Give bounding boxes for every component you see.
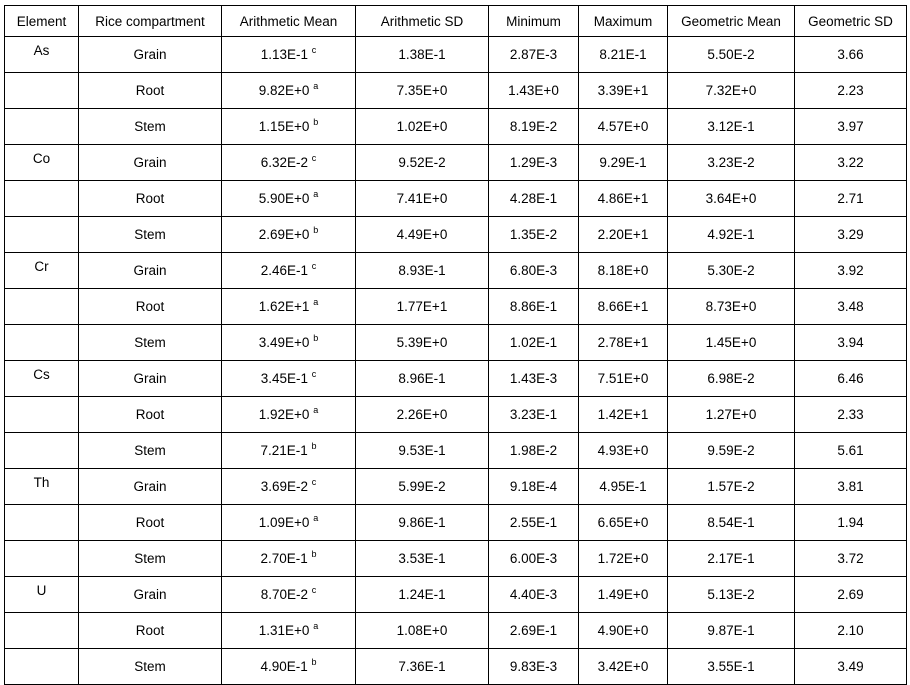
cell-minimum: 1.29E-3 [489,145,579,181]
cell-geometric-mean: 4.92E-1 [668,217,795,253]
cell-geometric-mean: 3.55E-1 [668,649,795,685]
cell-geometric-sd: 2.71 [795,181,907,217]
header-maximum: Maximum [579,6,668,37]
cell-maximum: 7.51E+0 [579,361,668,397]
cell-element [5,397,79,433]
cell-element [5,433,79,469]
cell-arithmetic-sd: 1.38E-1 [356,37,489,73]
cell-arithmetic-sd: 8.93E-1 [356,253,489,289]
cell-arithmetic-mean [222,577,356,613]
table-row [5,181,907,217]
cell-rice-compartment: Grain [79,469,222,505]
cell-maximum: 6.65E+0 [579,505,668,541]
significance-letter: c [311,44,317,55]
table-row [5,289,907,325]
cell-minimum: 1.98E-2 [489,433,579,469]
significance-letter: c [311,368,317,379]
cell-geometric-mean: 8.73E+0 [668,289,795,325]
table-row [5,253,907,289]
cell-geometric-mean: 1.57E-2 [668,469,795,505]
cell-rice-compartment: Root [79,73,222,109]
table-row [5,37,907,73]
cell-maximum: 8.18E+0 [579,253,668,289]
header-rice-compartment: Rice compartment [79,6,222,37]
arithmetic-mean-value: 5.90E+0 [258,191,310,206]
cell-minimum: 6.80E-3 [489,253,579,289]
cell-maximum: 1.49E+0 [579,577,668,613]
significance-letter: a [313,80,319,91]
cell-arithmetic-mean [222,361,356,397]
significance-letter: b [313,332,319,343]
cell-maximum: 8.66E+1 [579,289,668,325]
table-row [5,469,907,505]
table-row [5,361,907,397]
cell-arithmetic-sd: 9.53E-1 [356,433,489,469]
table-row [5,649,907,685]
arithmetic-mean-value: 8.70E-2 [260,587,309,602]
cell-element [5,541,79,577]
cell-maximum: 4.90E+0 [579,613,668,649]
cell-arithmetic-mean [222,325,356,361]
cell-arithmetic-sd: 8.96E-1 [356,361,489,397]
cell-arithmetic-sd: 7.35E+0 [356,73,489,109]
cell-rice-compartment: Stem [79,109,222,145]
arithmetic-mean-value: 1.13E-1 [260,47,309,62]
cell-element: Cs [5,361,79,397]
cell-arithmetic-mean [222,505,356,541]
cell-element: Th [5,469,79,505]
cell-minimum: 3.23E-1 [489,397,579,433]
arithmetic-mean-value: 3.49E+0 [258,335,310,350]
significance-letter: b [311,440,317,451]
cell-geometric-sd: 3.29 [795,217,907,253]
cell-arithmetic-mean [222,181,356,217]
cell-element: U [5,577,79,613]
cell-element [5,289,79,325]
cell-arithmetic-mean [222,289,356,325]
cell-arithmetic-mean [222,613,356,649]
significance-letter: b [313,116,319,127]
arithmetic-mean-value: 2.46E-1 [260,263,309,278]
cell-maximum: 8.21E-1 [579,37,668,73]
cell-minimum: 6.00E-3 [489,541,579,577]
cell-rice-compartment: Stem [79,325,222,361]
cell-arithmetic-mean [222,469,356,505]
cell-geometric-mean: 1.27E+0 [668,397,795,433]
cell-arithmetic-sd: 7.36E-1 [356,649,489,685]
table-row [5,541,907,577]
cell-geometric-mean: 9.87E-1 [668,613,795,649]
cell-arithmetic-sd: 7.41E+0 [356,181,489,217]
header-arithmetic-sd: Arithmetic SD [356,6,489,37]
cell-geometric-sd: 2.10 [795,613,907,649]
cell-arithmetic-sd: 4.49E+0 [356,217,489,253]
cell-minimum: 8.86E-1 [489,289,579,325]
arithmetic-mean-value: 1.31E+0 [258,623,310,638]
cell-element [5,73,79,109]
significance-letter: b [313,224,319,235]
cell-arithmetic-sd: 1.02E+0 [356,109,489,145]
cell-maximum: 4.95E-1 [579,469,668,505]
cell-geometric-sd: 3.48 [795,289,907,325]
header-geometric-sd: Geometric SD [795,6,907,37]
cell-maximum: 1.72E+0 [579,541,668,577]
cell-arithmetic-mean [222,253,356,289]
table-row [5,73,907,109]
table-header [5,6,907,37]
cell-maximum: 4.93E+0 [579,433,668,469]
cell-geometric-mean: 5.50E-2 [668,37,795,73]
cell-maximum: 4.57E+0 [579,109,668,145]
arithmetic-mean-value: 3.69E-2 [260,479,309,494]
cell-element [5,109,79,145]
cell-arithmetic-mean [222,397,356,433]
cell-minimum: 4.40E-3 [489,577,579,613]
significance-letter: c [311,476,317,487]
cell-geometric-sd: 3.92 [795,253,907,289]
cell-rice-compartment: Root [79,181,222,217]
cell-rice-compartment: Grain [79,145,222,181]
table-row [5,433,907,469]
arithmetic-mean-value: 9.82E+0 [258,83,310,98]
cell-maximum: 3.39E+1 [579,73,668,109]
table-row [5,217,907,253]
cell-rice-compartment: Stem [79,217,222,253]
cell-minimum: 1.43E+0 [489,73,579,109]
cell-rice-compartment: Root [79,505,222,541]
cell-minimum: 1.43E-3 [489,361,579,397]
cell-geometric-sd: 6.46 [795,361,907,397]
arithmetic-mean-value: 1.09E+0 [258,515,310,530]
cell-geometric-sd: 5.61 [795,433,907,469]
cell-maximum: 3.42E+0 [579,649,668,685]
cell-element [5,181,79,217]
cell-geometric-sd: 2.23 [795,73,907,109]
cell-arithmetic-sd: 9.52E-2 [356,145,489,181]
significance-letter: b [311,548,317,559]
significance-letter: b [311,656,317,667]
significance-letter: c [311,584,317,595]
cell-geometric-mean: 8.54E-1 [668,505,795,541]
cell-geometric-mean: 6.98E-2 [668,361,795,397]
cell-arithmetic-sd: 2.26E+0 [356,397,489,433]
cell-geometric-sd: 3.94 [795,325,907,361]
cell-maximum: 2.20E+1 [579,217,668,253]
cell-rice-compartment: Root [79,397,222,433]
cell-maximum: 4.86E+1 [579,181,668,217]
data-table [4,5,907,685]
cell-arithmetic-sd: 1.77E+1 [356,289,489,325]
cell-geometric-mean: 5.30E-2 [668,253,795,289]
cell-rice-compartment: Root [79,613,222,649]
table-row [5,577,907,613]
cell-minimum: 8.19E-2 [489,109,579,145]
cell-arithmetic-mean [222,433,356,469]
significance-letter: a [313,188,319,199]
cell-geometric-sd: 1.94 [795,505,907,541]
cell-arithmetic-mean [222,217,356,253]
cell-minimum: 4.28E-1 [489,181,579,217]
cell-element [5,613,79,649]
cell-geometric-mean: 7.32E+0 [668,73,795,109]
cell-arithmetic-mean [222,145,356,181]
cell-arithmetic-sd: 1.24E-1 [356,577,489,613]
arithmetic-mean-value: 2.69E+0 [258,227,310,242]
cell-minimum: 1.35E-2 [489,217,579,253]
cell-geometric-sd: 3.49 [795,649,907,685]
cell-maximum: 1.42E+1 [579,397,668,433]
header-minimum: Minimum [489,6,579,37]
cell-element [5,649,79,685]
cell-geometric-mean: 9.59E-2 [668,433,795,469]
cell-arithmetic-mean [222,37,356,73]
header-element: Element [5,6,79,37]
arithmetic-mean-value: 1.92E+0 [258,407,310,422]
cell-geometric-mean: 2.17E-1 [668,541,795,577]
cell-arithmetic-sd: 5.39E+0 [356,325,489,361]
table-row [5,325,907,361]
cell-geometric-sd: 3.97 [795,109,907,145]
cell-geometric-sd: 3.22 [795,145,907,181]
header-geometric-mean: Geometric Mean [668,6,795,37]
cell-element: Co [5,145,79,181]
cell-maximum: 9.29E-1 [579,145,668,181]
table-row [5,505,907,541]
significance-letter: a [313,620,319,631]
cell-geometric-sd: 3.72 [795,541,907,577]
cell-element: Cr [5,253,79,289]
cell-geometric-mean: 3.12E-1 [668,109,795,145]
cell-element: As [5,37,79,73]
arithmetic-mean-value: 4.90E-1 [260,659,308,674]
cell-arithmetic-sd: 1.08E+0 [356,613,489,649]
cell-rice-compartment: Stem [79,541,222,577]
cell-minimum: 2.69E-1 [489,613,579,649]
table-row [5,145,907,181]
significance-letter: a [313,296,319,307]
table-row [5,613,907,649]
cell-minimum: 2.87E-3 [489,37,579,73]
arithmetic-mean-value: 1.15E+0 [258,119,310,134]
cell-element [5,325,79,361]
table-row [5,109,907,145]
arithmetic-mean-value: 6.32E-2 [260,155,309,170]
cell-arithmetic-mean [222,109,356,145]
cell-element [5,217,79,253]
significance-letter: a [313,404,319,415]
cell-arithmetic-mean [222,649,356,685]
cell-rice-compartment: Grain [79,37,222,73]
significance-letter: a [313,512,319,523]
cell-rice-compartment: Grain [79,577,222,613]
cell-geometric-mean: 5.13E-2 [668,577,795,613]
cell-geometric-sd: 2.69 [795,577,907,613]
cell-geometric-mean: 1.45E+0 [668,325,795,361]
cell-geometric-mean: 3.23E-2 [668,145,795,181]
table-body [5,37,907,685]
header-arithmetic-mean: Arithmetic Mean [222,6,356,37]
header-row [5,6,907,37]
cell-rice-compartment: Stem [79,433,222,469]
cell-arithmetic-mean [222,541,356,577]
cell-arithmetic-sd: 9.86E-1 [356,505,489,541]
arithmetic-mean-value: 2.70E-1 [260,551,308,566]
cell-minimum: 1.02E-1 [489,325,579,361]
cell-geometric-sd: 2.33 [795,397,907,433]
cell-rice-compartment: Grain [79,253,222,289]
cell-arithmetic-mean [222,73,356,109]
significance-letter: c [311,152,317,163]
cell-rice-compartment: Grain [79,361,222,397]
cell-arithmetic-sd: 3.53E-1 [356,541,489,577]
cell-minimum: 9.18E-4 [489,469,579,505]
cell-minimum: 2.55E-1 [489,505,579,541]
cell-geometric-mean: 3.64E+0 [668,181,795,217]
table-row [5,397,907,433]
cell-minimum: 9.83E-3 [489,649,579,685]
cell-rice-compartment: Stem [79,649,222,685]
cell-maximum: 2.78E+1 [579,325,668,361]
cell-arithmetic-sd: 5.99E-2 [356,469,489,505]
cell-geometric-sd: 3.66 [795,37,907,73]
arithmetic-mean-value: 3.45E-1 [260,371,309,386]
cell-rice-compartment: Root [79,289,222,325]
arithmetic-mean-value: 1.62E+1 [258,299,310,314]
arithmetic-mean-value: 7.21E-1 [260,443,308,458]
significance-letter: c [311,260,317,271]
cell-geometric-sd: 3.81 [795,469,907,505]
cell-element [5,505,79,541]
